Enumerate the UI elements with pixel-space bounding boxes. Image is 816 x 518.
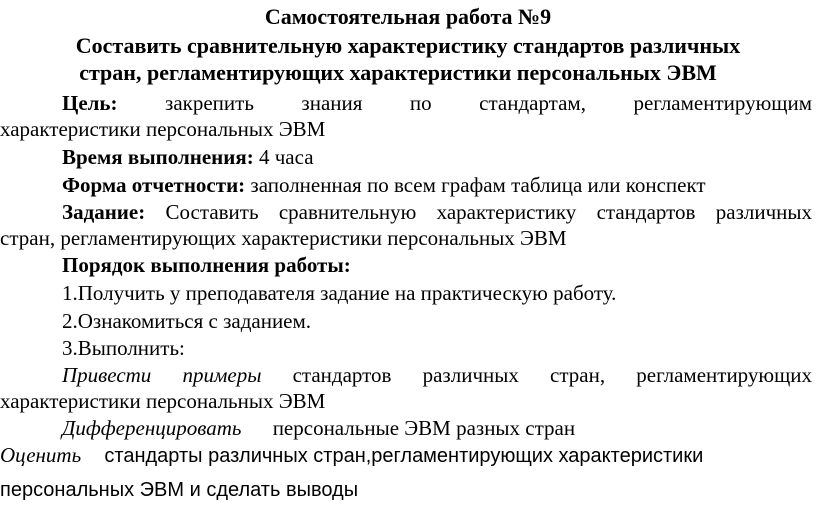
goal-text-1: закрепить знания по стандартам, регламентирующим xyxy=(165,91,812,115)
goal-label: Цель: xyxy=(62,91,118,115)
goal-text-2: характеристики персональных ЭВМ xyxy=(0,117,326,141)
task-text-2: стран, регламентирующих характеристики персональных ЭВМ xyxy=(0,226,567,250)
task-label: Задание: xyxy=(62,200,146,224)
report-line xyxy=(0,172,816,198)
evaluate-emphasis: Оценить xyxy=(0,443,82,467)
work-title: Самостоятельная работа №9 xyxy=(264,4,552,29)
differentiate-emphasis: Дифференцировать xyxy=(62,416,242,440)
evaluate-text-2: персональных ЭВМ и сделать выводы xyxy=(0,479,359,501)
report-value: заполненная по всем графам таблица или конспект xyxy=(250,173,706,197)
time-label: Время выполнения: xyxy=(62,145,254,169)
differentiate-text: персональные ЭВМ разных стран xyxy=(272,416,576,440)
differentiate-line xyxy=(0,415,816,441)
procedure-step-2: 2.Ознакомиться с заданием. xyxy=(62,309,312,333)
evaluate-line-1 xyxy=(0,442,816,469)
procedure-step-1: 1.Получить у преподавателя задание на практическую работу. xyxy=(62,281,617,305)
examples-line-1 xyxy=(0,362,816,388)
examples-text-1: стандартов различных стран, регламентирующих xyxy=(292,363,812,387)
task-text-1: Составить сравнительную характеристику стандартов различных xyxy=(165,200,812,224)
task-line-1 xyxy=(0,199,816,225)
goal-line-1 xyxy=(0,90,816,116)
procedure-step-3: 3.Выполнить: xyxy=(62,336,185,360)
report-label: Форма отчетности: xyxy=(62,173,246,197)
work-subtitle-line-2: стран, регламентирующих характеристики персональных ЭВМ xyxy=(79,60,717,85)
time-value: 4 часа xyxy=(259,145,314,169)
examples-emphasis: Привести примеры xyxy=(62,363,262,387)
examples-text-2: характеристики персональных ЭВМ xyxy=(0,389,326,413)
procedure-heading: Порядок выполнения работы: xyxy=(62,253,351,277)
work-subtitle-line-1: Составить сравнительную характеристику стандартов различных xyxy=(75,33,741,58)
evaluate-text-1: стандарты различных стран,регламентирующих характеристики xyxy=(104,445,704,467)
time-line xyxy=(0,144,816,170)
procedure-heading-line xyxy=(0,252,816,278)
